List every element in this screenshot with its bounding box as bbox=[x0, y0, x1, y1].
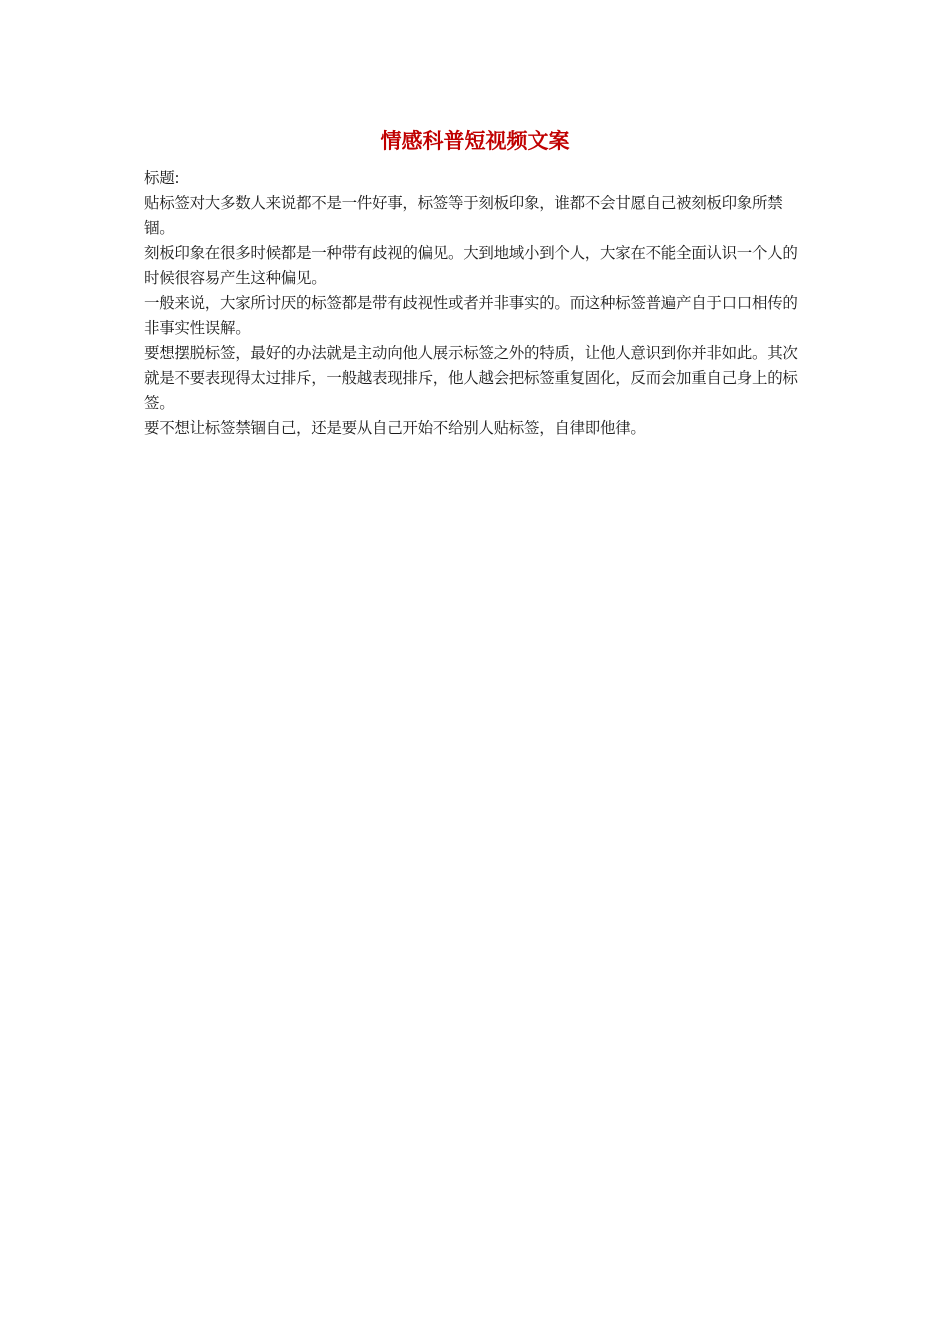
paragraph-3: 一般来说，大家所讨厌的标签都是带有歧视性或者并非事实的。而这种标签普遍产自于口口相传的非事实性误解。 bbox=[144, 294, 798, 337]
paragraph-1: 贴标签对大多数人来说都不是一件好事，标签等于刻板印象，谁都不会甘愿自己被刻板印象所禁锢。 bbox=[144, 194, 783, 237]
paragraph-2: 刻板印象在很多时候都是一种带有歧视的偏见。大到地域小到个人，大家在不能全面认识一个人的时候很容易产生这种偏见。 bbox=[144, 244, 798, 287]
paragraph-5: 要不想让标签禁锢自己，还是要从自己开始不给别人贴标签，自律即他律。 bbox=[144, 419, 646, 437]
document-body bbox=[144, 166, 808, 441]
paragraph-4: 要想摆脱标签，最好的办法就是主动向他人展示标签之外的特质，让他人意识到你并非如此。其次就是不要表现得太过排斥，一般越表现排斥，他人越会把标签重复固化，反而会加重自己身上的标签。 bbox=[144, 344, 798, 412]
document-title: 情感科普短视频文案 bbox=[380, 129, 570, 153]
title-label: 标题: bbox=[144, 169, 180, 187]
